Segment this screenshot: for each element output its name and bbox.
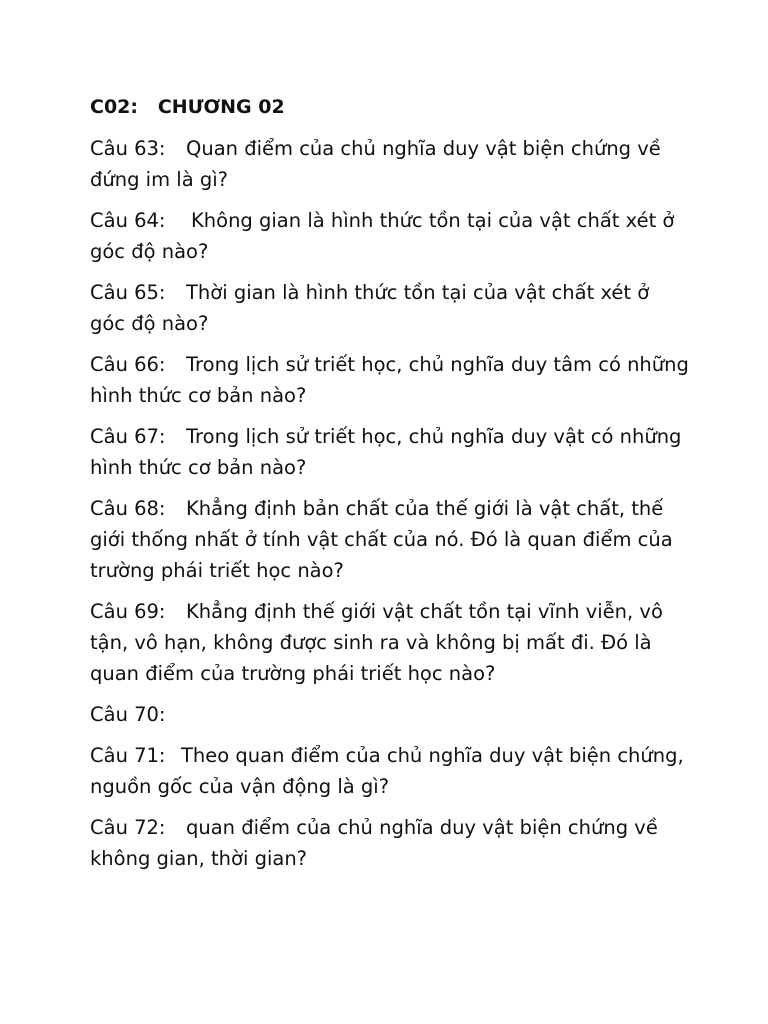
chapter-heading: C02: CHƯƠNG 02 xyxy=(90,96,285,118)
question-text: Không gian là hình thức tồn tại của vật chất xét ở góc độ nào? xyxy=(90,209,675,263)
question-text: Theo quan điểm của chủ nghĩa duy vật biện chứng, nguồn gốc của vận động là gì? xyxy=(90,744,684,798)
question-label: Câu 70: xyxy=(90,703,166,726)
question-65 xyxy=(90,277,690,339)
question-text: Thời gian là hình thức tồn tại của vật chất xét ở góc độ nào? xyxy=(90,281,650,335)
question-label: Câu 63: xyxy=(90,137,166,160)
question-label: Câu 68: xyxy=(90,497,166,520)
question-71 xyxy=(90,740,690,802)
question-69 xyxy=(90,596,690,689)
question-label: Câu 67: xyxy=(90,425,166,448)
question-text: Trong lịch sử triết học, chủ nghĩa duy vật có những hình thức cơ bản nào? xyxy=(90,425,682,479)
question-63 xyxy=(90,133,690,195)
question-text: Khẳng định thế giới vật chất tồn tại vĩnh viễn, vô tận, vô hạn, không được sinh ra và không bị mất đi. Đó là quan điểm của trường phái triết học nào? xyxy=(90,600,663,685)
question-label: Câu 65: xyxy=(90,281,166,304)
question-label: Câu 69: xyxy=(90,600,166,623)
question-label: Câu 71: xyxy=(90,744,166,767)
question-label: Câu 72: xyxy=(90,816,166,839)
question-text: Quan điểm của chủ nghĩa duy vật biện chứng về đứng im là gì? xyxy=(90,137,661,191)
question-67 xyxy=(90,421,690,483)
question-text: quan điểm của chủ nghĩa duy vật biện chứng về không gian, thời gian? xyxy=(90,816,658,870)
question-text: Trong lịch sử triết học, chủ nghĩa duy tâm có những hình thức cơ bản nào? xyxy=(90,353,689,407)
question-68 xyxy=(90,493,690,586)
question-64 xyxy=(90,205,690,267)
question-label: Câu 64: xyxy=(90,209,166,232)
document-body xyxy=(90,92,690,884)
question-72 xyxy=(90,812,690,874)
question-label: Câu 66: xyxy=(90,353,166,376)
question-66 xyxy=(90,349,690,411)
question-text: Khẳng định bản chất của thế giới là vật chất, thế giới thống nhất ở tính vật chất của nó. Đó là quan điểm của trường phái triết học nào? xyxy=(90,497,673,582)
question-70 xyxy=(90,699,690,730)
